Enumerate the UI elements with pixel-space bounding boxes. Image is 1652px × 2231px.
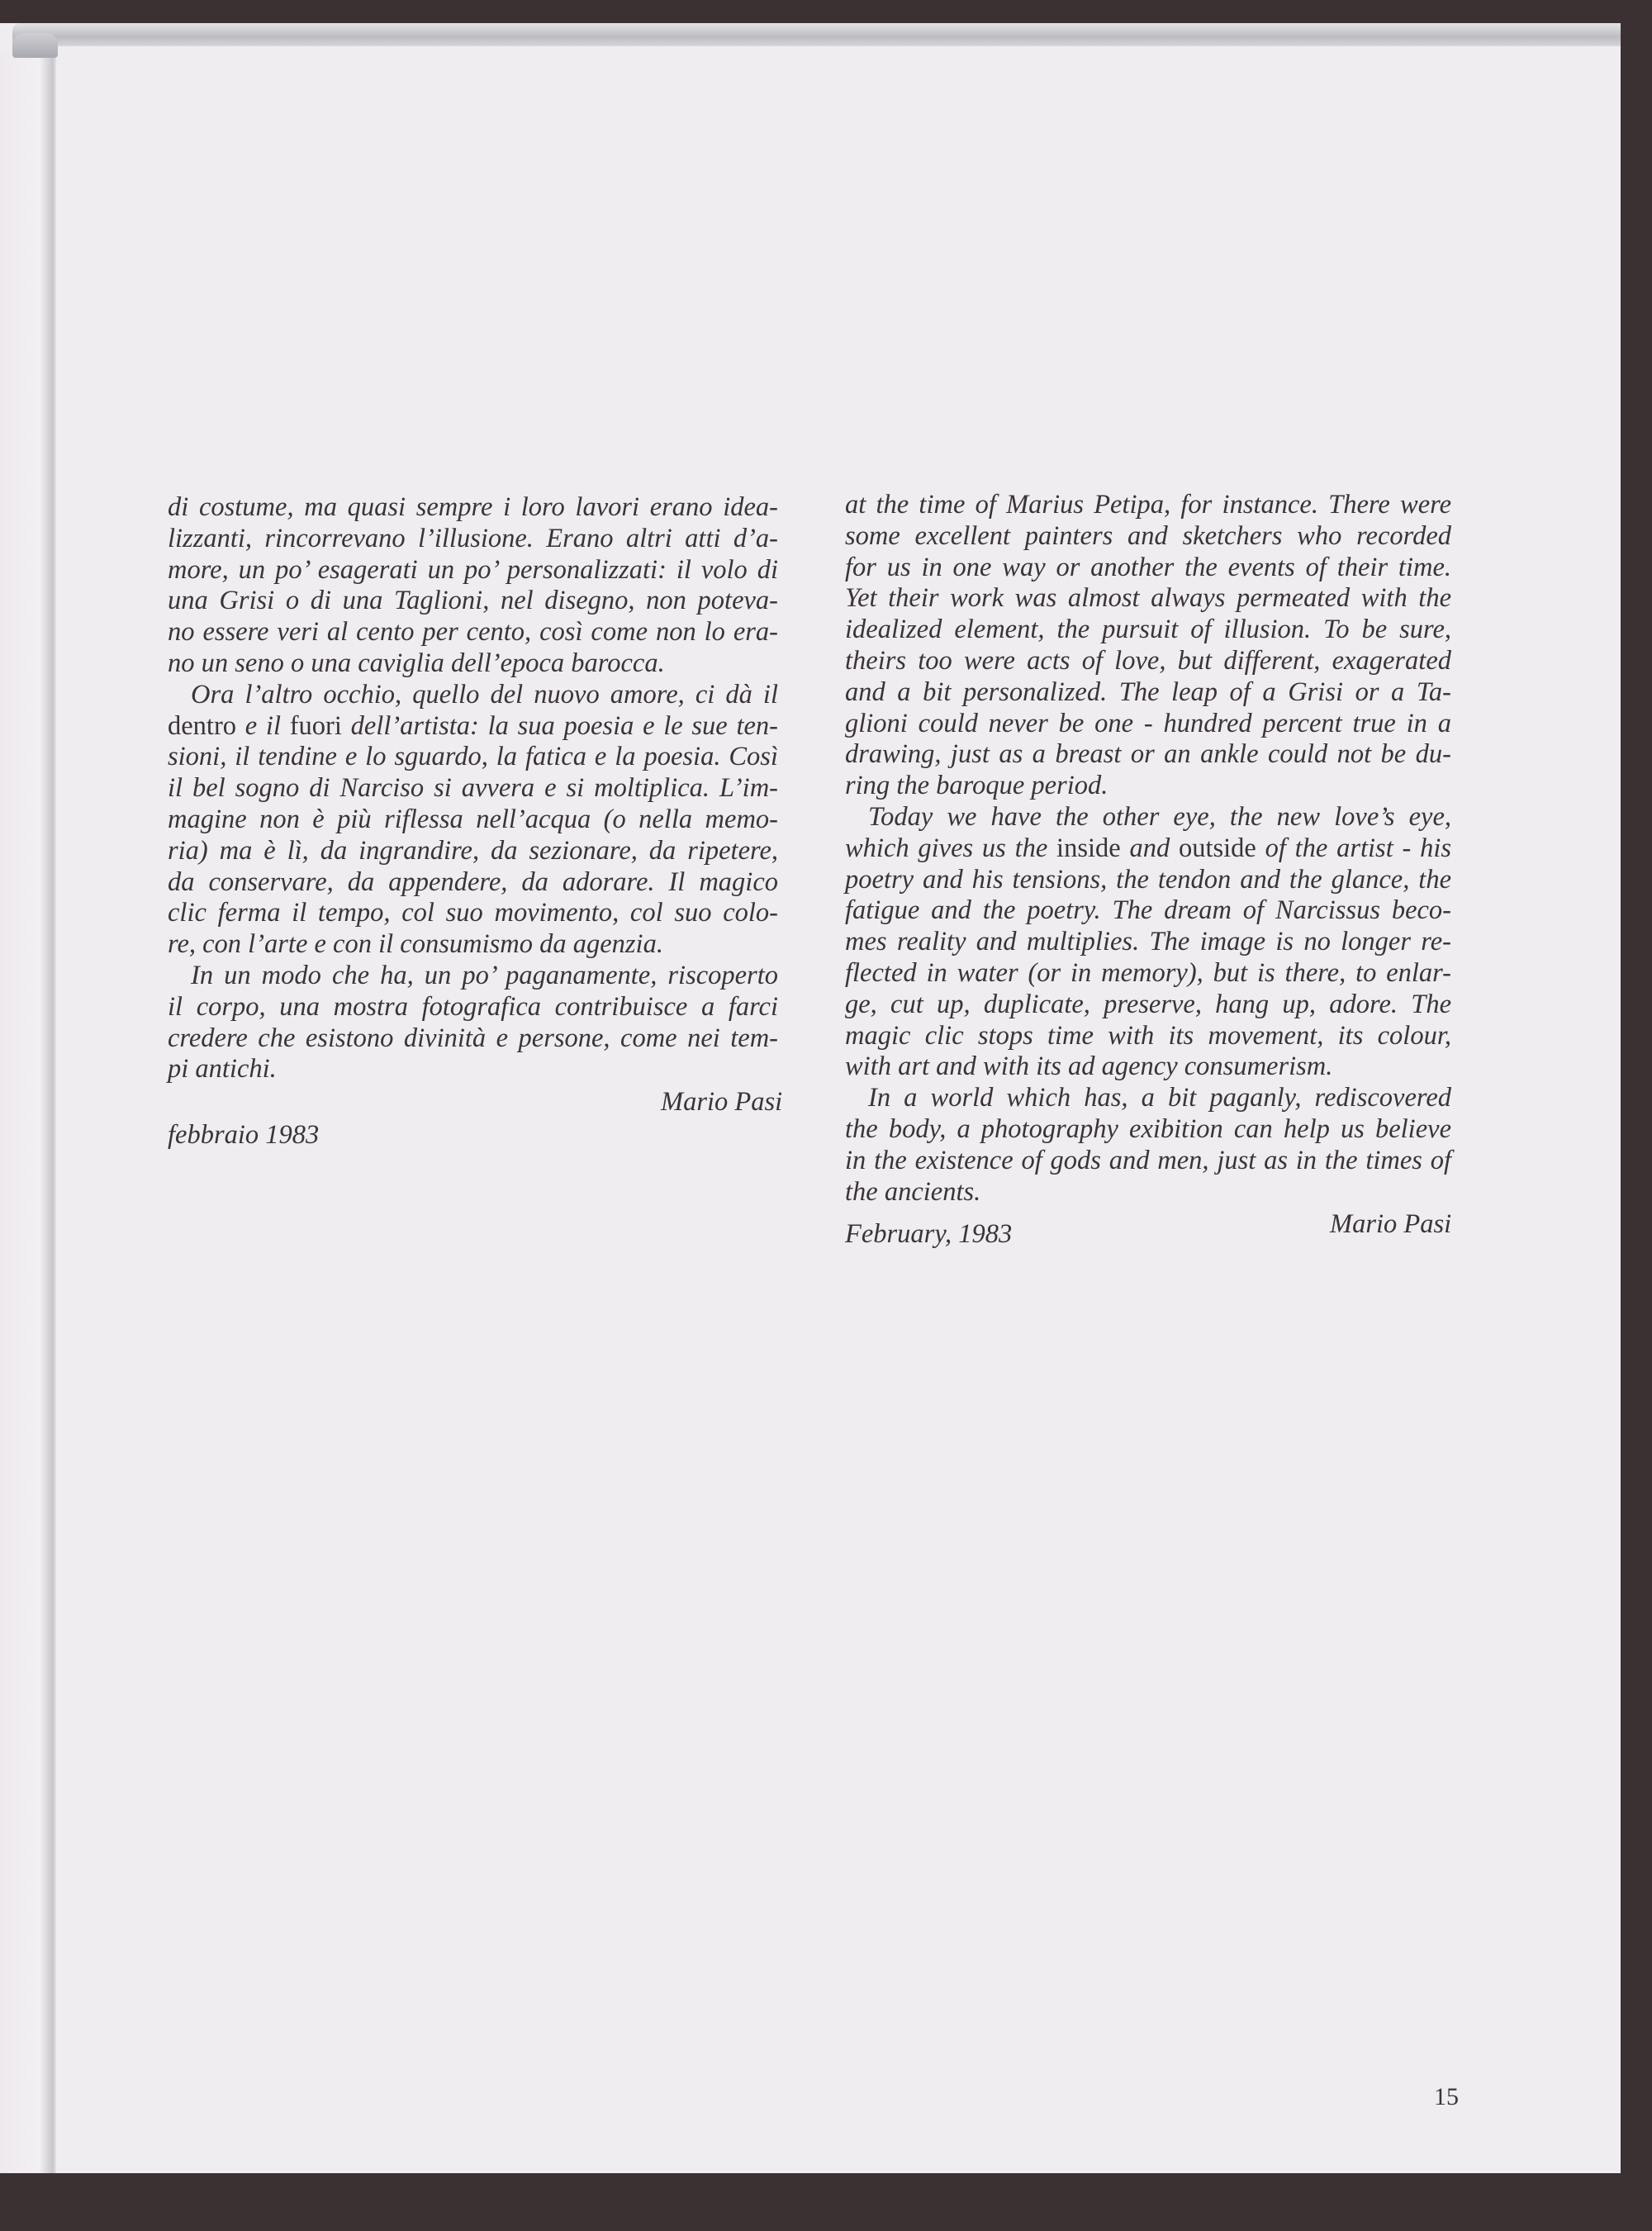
text-line: at the time of Marius Petipa, for instance. There were xyxy=(845,490,1451,520)
english-date: February, 1983 xyxy=(845,1219,1013,1249)
text-line: Yet their work was almost always permeated with the xyxy=(845,583,1451,614)
text-line: no un seno o una caviglia dell’epoca barocca. xyxy=(168,648,665,678)
text-segment: of the artist - his xyxy=(1256,833,1451,863)
text-line: drawing, just as a breast or an ankle could not be du- xyxy=(845,739,1451,770)
text-line: ria) ma è lì, da ingrandire, da sezionare, da ripetere, xyxy=(168,835,778,866)
text-line: ring the baroque period. xyxy=(845,771,1108,801)
text-line: the body, a photography exibition can help us believe xyxy=(845,1113,1451,1144)
text-line: poetry and his tensions, the tendon and the glance, the xyxy=(845,864,1451,895)
text-line: more, un po’ esagerati un po’ personalizzati: il volo di xyxy=(168,554,778,585)
text-line: fatigue and the poetry. The dream of Narcissus beco- xyxy=(845,895,1451,926)
page-top-edge xyxy=(12,23,1621,46)
text-line: for us in one way or another the events of their time. xyxy=(845,552,1451,582)
text-line: lizzanti, rincorrevano l’illusione. Erano altri atti d’a- xyxy=(168,523,778,553)
text-line: some excellent painters and sketchers who recorded xyxy=(845,520,1451,551)
text-line: pi antichi. xyxy=(168,1054,277,1085)
text-segment: dell’artista: la sua poesia e le sue ten- xyxy=(341,710,778,741)
text-line: una Grisi o di una Taglioni, nel disegno, non poteva- xyxy=(168,586,778,616)
text-line: in the existence of gods and men, just as in the times of xyxy=(845,1145,1451,1175)
text-line: theirs too were acts of love, but different, exagerated xyxy=(845,645,1451,676)
text-line: magic clic stops time with its movement, its colour, xyxy=(845,1020,1451,1051)
english-text-column xyxy=(845,490,1451,1208)
text-line: ge, cut up, duplicate, preserve, hang up, adore. The xyxy=(845,989,1451,1019)
text-line: glioni could never be one - hundred percent true in a xyxy=(845,708,1451,738)
page-number: 15 xyxy=(1434,2083,1459,2110)
text-line: In un modo che ha, un po’ paganamente, riscoperto xyxy=(191,960,778,990)
text-line: flected in water (or in memory), but is there, to enlar- xyxy=(845,957,1451,988)
text-segment: and xyxy=(1120,833,1179,863)
text-line: the ancients. xyxy=(845,1176,981,1207)
text-line: da conservare, da appendere, da adorare. Il magico xyxy=(168,866,778,897)
text-segment: outside xyxy=(1178,833,1256,863)
text-segment: fuori xyxy=(289,710,342,741)
text-line: mes reality and multiplies. The image is no longer re- xyxy=(845,927,1451,957)
binding-gutter xyxy=(0,50,56,2173)
text-line: il bel sogno di Narciso si avvera e si moltiplica. L’im- xyxy=(168,773,778,804)
text-line: idealized element, the pursuit of illusion. To be sure, xyxy=(845,615,1451,645)
page-curl xyxy=(12,33,58,58)
text-segment: inside xyxy=(1056,833,1121,863)
text-line xyxy=(845,833,1451,865)
text-segment: e il xyxy=(236,710,290,741)
text-line: clic ferma il tempo, col suo movimento, col suo colo- xyxy=(168,898,778,928)
text-line: no essere veri al cento per cento, così come non lo era- xyxy=(168,617,778,648)
text-line: di costume, ma quasi sempre i loro lavori erano idea- xyxy=(168,492,778,522)
text-line: re, con l’arte e con il consumismo da agenzia. xyxy=(168,929,663,960)
text-line: Today we have the other eye, the new love’s eye, xyxy=(868,801,1451,832)
text-line: credere che esistono divinità e persone, come nei tem- xyxy=(168,1023,778,1053)
text-line xyxy=(168,711,778,743)
text-line: sioni, il tendine e lo sguardo, la fatica e la poesia. Così xyxy=(168,742,778,772)
text-segment: which gives us the xyxy=(845,833,1057,863)
text-line: with art and with its ad agency consumerism. xyxy=(845,1051,1333,1082)
text-line: In a world which has, a bit paganly, rediscovered xyxy=(868,1083,1451,1113)
text-line: Ora l’altro occhio, quello del nuovo amore, ci dà il xyxy=(191,679,778,710)
italian-signature: Mario Pasi xyxy=(661,1087,783,1117)
text-line: magine non è più riflessa nell’acqua (o nella memo- xyxy=(168,804,778,834)
italian-date: febbraio 1983 xyxy=(168,1120,320,1150)
text-line: il corpo, una mostra fotografica contribuisce a farci xyxy=(168,991,778,1022)
text-segment: dentro xyxy=(168,710,237,741)
english-signature: Mario Pasi xyxy=(1330,1209,1452,1239)
italian-text-column xyxy=(168,492,778,1085)
text-line: and a bit personalized. The leap of a Grisi or a Ta- xyxy=(845,676,1451,707)
